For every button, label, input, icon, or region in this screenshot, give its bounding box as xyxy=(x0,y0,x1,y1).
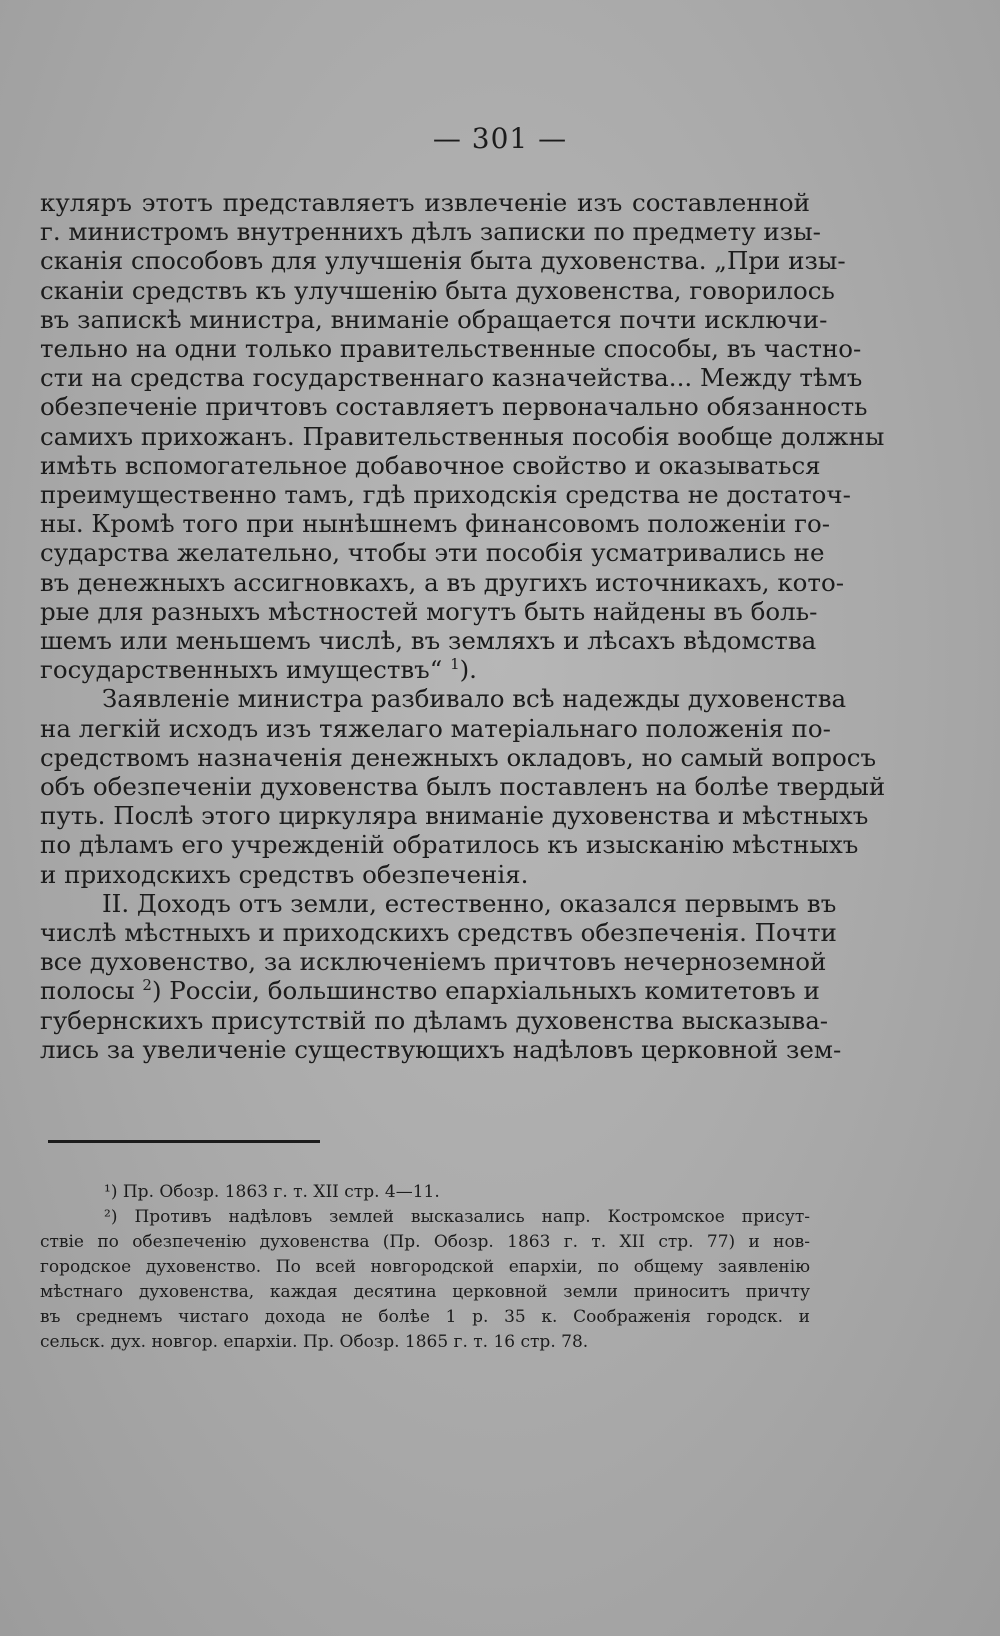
text-segment: полосы xyxy=(40,976,143,1006)
text-segment: государственныхъ имуществъ“ xyxy=(40,655,443,685)
text-line: преимущественно тамъ, гдѣ приходскія средства не достаточ- xyxy=(40,480,851,510)
footnote-1 xyxy=(40,1180,810,1205)
paragraph-1 xyxy=(40,188,885,685)
text-line: числѣ мѣстныхъ и приходскихъ средствъ обезпеченія. Почти xyxy=(40,918,837,948)
text-line: сти на средства государственнаго казначейства... Между тѣмъ xyxy=(40,363,863,393)
text-line: II. Доходъ отъ земли, естественно, оказался первымъ въ xyxy=(102,888,837,918)
text-line: г. министромъ внутреннихъ дѣлъ записки по предмету изы- xyxy=(40,217,821,247)
footnote-divider xyxy=(48,1140,320,1143)
text-line: средствомъ назначенія денежныхъ окладовъ, но самый вопросъ xyxy=(40,742,877,772)
text-line xyxy=(40,976,820,1006)
footnote-line xyxy=(40,1180,810,1205)
text-line: куляръ этотъ представляетъ извлеченіе изъ составленной xyxy=(40,188,810,217)
text-line: лись за увеличеніе существующихъ надѣловъ церковной зем- xyxy=(40,1034,842,1064)
text-line xyxy=(40,655,810,684)
text-line: тельно на одни только правительственные способы, въ частно- xyxy=(40,334,862,364)
footnote-marker: ¹) xyxy=(104,1182,118,1202)
footnote-line: сельск. дух. новгор. епархіи. Пр. Обозр. 1865 г. т. 16 стр. 78. xyxy=(40,1332,589,1352)
text-line: обезпеченіе причтовъ составляетъ первоначально обязанность xyxy=(40,392,868,422)
paragraph-3 xyxy=(40,888,842,1064)
text-line: ны. Кромѣ того при нынѣшнемъ финансовомъ положеніи го- xyxy=(40,509,830,539)
paragraph-2 xyxy=(40,684,886,889)
footnote-line: мѣстнаго духовенства, каждая десятина церковной земли приноситъ причту xyxy=(40,1282,810,1302)
text-line: губернскихъ присутствій по дѣламъ духовенства высказыва- xyxy=(40,1005,829,1035)
text-line: сударства желательно, чтобы эти пособія усматривались не xyxy=(40,538,825,568)
footnote-line: въ среднемъ чистаго дохода не болѣе 1 р. 35 к. Соображенія городск. и xyxy=(40,1307,810,1327)
text-line: на легкій исходъ изъ тяжелаго матеріальнаго положенія по- xyxy=(40,713,831,743)
text-line: сканіи средствъ къ улучшенію быта духовенства, говорилось xyxy=(40,275,835,305)
main-text xyxy=(40,188,886,1064)
footnote-ref[interactable]: 2 xyxy=(142,976,152,995)
footnote-line: городское духовенство. По всей новгородской епархіи, по общему заявленію xyxy=(40,1257,810,1277)
text-line: и приходскихъ средствъ обезпеченія. xyxy=(40,859,529,889)
text-segment: ) Россіи, большинство епархіальныхъ комитетовъ и xyxy=(151,976,820,1006)
footnote-marker: ²) xyxy=(104,1207,118,1227)
text-line: путь. Послѣ этого циркуляра вниманіе духовенства и мѣстныхъ xyxy=(40,801,869,831)
footnote-2 xyxy=(40,1205,810,1355)
footnote-ref[interactable]: 1 xyxy=(450,655,460,674)
text-line: въ запискѣ министра, вниманіе обращается почти исключи- xyxy=(40,304,828,334)
footnote-text: Противъ надѣловъ землей высказались напр. Костромское присут- xyxy=(134,1207,811,1227)
text-line: въ денежныхъ ассигновкахъ, а въ другихъ источникахъ, кото- xyxy=(40,567,844,597)
text-line: Заявленіе министра разбивало всѣ надежды духовенства xyxy=(102,684,847,714)
text-line: сканія способовъ для улучшенія быта духовенства. „При изы- xyxy=(40,246,846,276)
text-line: по дѣламъ его учрежденій обратилось къ изысканію мѣстныхъ xyxy=(40,830,859,860)
footnote-line xyxy=(40,1205,810,1230)
footnotes xyxy=(40,1180,810,1355)
footnote-text: Пр. Обозр. 1863 г. т. XII стр. 4—11. xyxy=(122,1182,440,1202)
text-line: имѣть вспомогательное добавочное свойство и оказываться xyxy=(40,450,821,480)
page-number: — 301 — xyxy=(432,122,568,155)
text-line: самихъ прихожанъ. Правительственныя пособія вообще должны xyxy=(40,421,885,451)
text-line: рые для разныхъ мѣстностей могутъ быть найдены въ боль- xyxy=(40,596,818,626)
text-line: шемъ или меньшемъ числѣ, въ земляхъ и лѣсахъ вѣдомства xyxy=(40,626,817,656)
text-line: объ обезпеченіи духовенства былъ поставленъ на болѣе твердый xyxy=(40,772,886,802)
text-segment: ). xyxy=(459,655,477,685)
footnote-line: ствіе по обезпеченію духовенства (Пр. Обозр. 1863 г. т. XII стр. 77) и нов- xyxy=(40,1232,810,1252)
text-line: все духовенство, за исключеніемъ причтовъ нечерноземной xyxy=(40,947,827,977)
